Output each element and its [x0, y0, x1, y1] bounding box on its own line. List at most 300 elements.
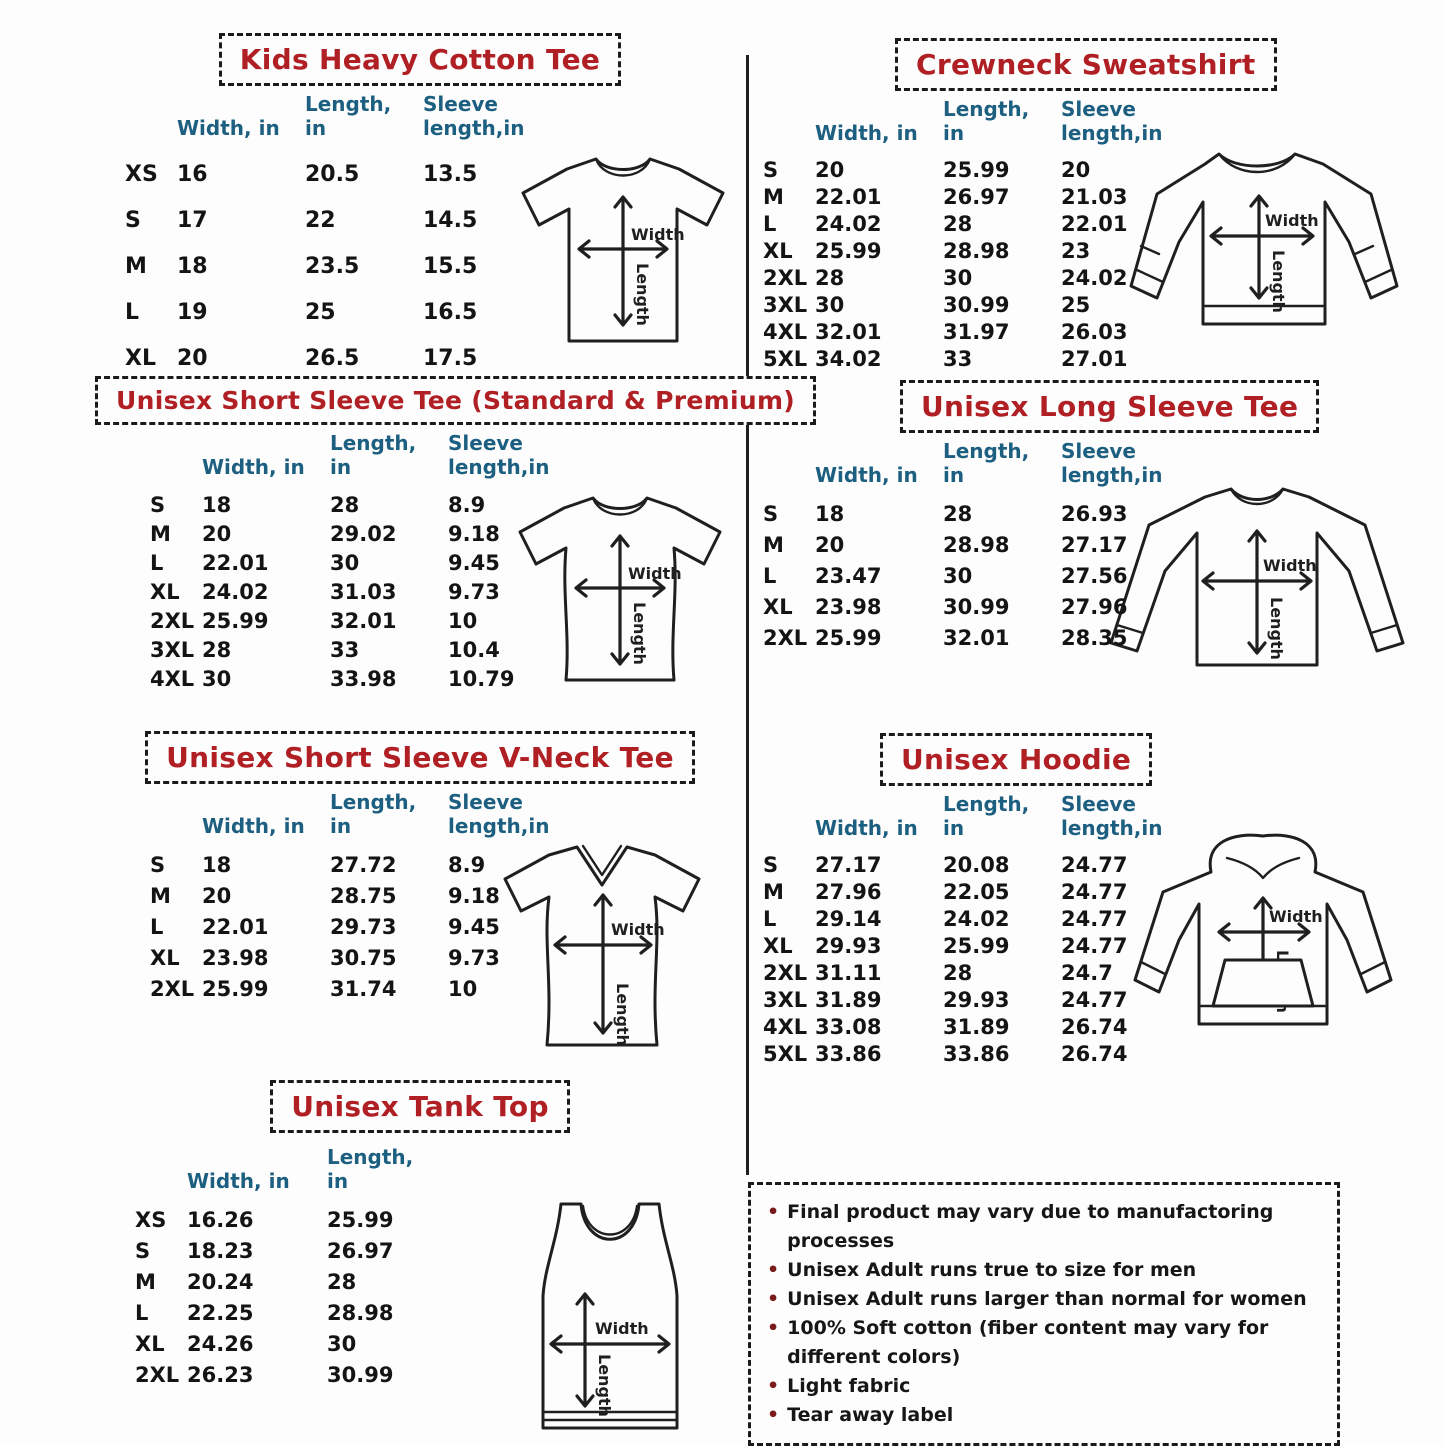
crewneck-title-box: [895, 38, 1277, 91]
kangaroo-pocket: [1213, 960, 1313, 1006]
size-value: 24.02: [943, 907, 1010, 931]
sleeve-header: Sleeve length,in: [423, 92, 525, 140]
size-value: 20.08: [943, 853, 1010, 877]
table-row: [763, 238, 1163, 265]
size-value: 28: [202, 638, 232, 662]
length-label: Length: [613, 983, 632, 1046]
table-row: [125, 152, 525, 198]
length-header: Length, in: [943, 792, 1030, 840]
size-value: 15.5: [423, 254, 478, 279]
kids-tee-title-box: [219, 33, 621, 86]
size-value: 33.86: [943, 1042, 1010, 1066]
size-label: L: [763, 564, 777, 588]
size-label: S: [763, 158, 779, 182]
size-value: 20: [815, 533, 845, 557]
size-value: 28: [943, 961, 973, 985]
long-sleeve-title-box: [900, 380, 1319, 433]
table-row: [763, 530, 1163, 561]
size-value: 20.24: [187, 1270, 254, 1294]
size-col-spacer: [125, 92, 177, 152]
size-value: 24.7: [1061, 961, 1113, 985]
table-row: [150, 881, 550, 912]
header-row: [763, 792, 1163, 852]
hoodie-title: Unisex Hoodie: [901, 743, 1132, 776]
size-value: 26.74: [1061, 1042, 1128, 1066]
size-label: XL: [150, 580, 180, 604]
size-value: 22.01: [202, 551, 269, 575]
size-value: 26.97: [943, 185, 1010, 209]
width-label: Width: [1265, 211, 1319, 230]
size-value: 14.5: [423, 208, 478, 233]
bullet-icon: •: [767, 1404, 780, 1426]
size-value: 28.35: [1061, 626, 1128, 650]
size-value: 32.01: [330, 609, 397, 633]
width-header: Width, in: [815, 463, 918, 487]
length-header: Length, in: [305, 92, 392, 140]
size-value: 22.01: [1061, 212, 1128, 236]
size-value: 24.02: [202, 580, 269, 604]
size-label: XS: [125, 162, 158, 187]
size-value: 23.98: [202, 946, 269, 970]
panel-unisex-tank-top: [95, 1080, 745, 1445]
size-value: 23.5: [305, 254, 360, 279]
size-value: 24.77: [1061, 988, 1128, 1012]
table-row: [763, 1041, 1163, 1068]
size-value: 27.56: [1061, 564, 1128, 588]
size-value: 30.75: [330, 946, 397, 970]
size-value: 10.4: [448, 638, 500, 662]
width-label: Width: [1269, 907, 1323, 926]
note-item: [765, 1256, 1321, 1285]
sleeve-header: Sleeve length,in: [1061, 97, 1163, 145]
size-value: 29.93: [943, 988, 1010, 1012]
size-value: 25.99: [202, 977, 269, 1001]
size-label: M: [150, 522, 171, 546]
short-sleeve-title-box: [95, 376, 816, 425]
length-label: Length: [595, 1354, 614, 1417]
size-label: 2XL: [763, 961, 808, 985]
size-value: 28.98: [943, 533, 1010, 557]
width-label: Width: [628, 564, 682, 583]
size-value: 13.5: [423, 162, 478, 187]
size-value: 25.99: [943, 934, 1010, 958]
size-value: 24.02: [1061, 266, 1128, 290]
tank-title-box: [270, 1080, 570, 1133]
size-value: 23.98: [815, 595, 882, 619]
size-value: 21.03: [1061, 185, 1128, 209]
length-label: Length: [630, 602, 649, 665]
size-value: 24.26: [187, 1332, 254, 1356]
length-header: Length, in: [327, 1145, 414, 1193]
header-row: [150, 790, 550, 850]
table-row: [150, 578, 550, 607]
note-text: Tear away label: [787, 1404, 954, 1426]
size-label: 5XL: [763, 1042, 808, 1066]
sleeve-header: Sleeve length,in: [1061, 439, 1163, 487]
size-value: 25.99: [202, 609, 269, 633]
size-value: 28.98: [943, 239, 1010, 263]
size-value: 22.01: [815, 185, 882, 209]
width-header: Width, in: [202, 814, 305, 838]
size-label: M: [125, 254, 147, 279]
header-row: [125, 92, 525, 152]
table-row: [763, 592, 1163, 623]
note-text: Final product may vary due to manufactoring processes: [787, 1201, 1274, 1252]
tank-size-table: [135, 1145, 445, 1391]
size-label: XL: [135, 1332, 165, 1356]
table-row: [150, 850, 550, 881]
table-row: [135, 1205, 445, 1236]
size-col-spacer: [150, 790, 202, 850]
width-header: Width, in: [187, 1169, 290, 1193]
size-label: XL: [125, 346, 156, 371]
size-value: 24.77: [1061, 907, 1128, 931]
size-label: M: [135, 1270, 156, 1294]
panel-unisex-hoodie: [755, 733, 1445, 1078]
size-value: 25.99: [815, 239, 882, 263]
size-col-spacer: [763, 792, 815, 852]
size-col-spacer: [150, 431, 202, 491]
size-label: 2XL: [135, 1363, 180, 1387]
width-header: Width, in: [202, 455, 305, 479]
size-label: XL: [763, 595, 793, 619]
table-row: [135, 1236, 445, 1267]
table-row: [763, 1014, 1163, 1041]
size-col-spacer: [135, 1145, 187, 1205]
length-label: Length: [1267, 597, 1286, 660]
size-value: 25: [1061, 293, 1091, 317]
size-value: 30.99: [943, 595, 1010, 619]
size-value: 33.08: [815, 1015, 882, 1039]
table-row: [763, 265, 1163, 292]
table-row: [125, 336, 525, 382]
size-value: 27.96: [815, 880, 882, 904]
size-value: 23.47: [815, 564, 882, 588]
size-label: XL: [763, 934, 793, 958]
bullet-icon: •: [767, 1317, 780, 1339]
size-value: 27.72: [330, 853, 397, 877]
table-row: [150, 636, 550, 665]
size-value: 32.01: [815, 320, 882, 344]
kids-tee-size-table: [125, 92, 525, 382]
size-label: XS: [135, 1208, 167, 1232]
table-row: [763, 933, 1163, 960]
size-value: 34.02: [815, 347, 882, 371]
table-row: [763, 623, 1163, 654]
size-label: XL: [150, 946, 180, 970]
size-value: 10: [448, 609, 478, 633]
table-row: [763, 906, 1163, 933]
header-row: [135, 1145, 445, 1205]
sleeve-header: Sleeve length,in: [1061, 792, 1163, 840]
short-sleeve-title: Unisex Short Sleeve Tee (Standard & Premium): [116, 386, 796, 415]
size-value: 20: [202, 884, 232, 908]
size-value: 26.74: [1061, 1015, 1128, 1039]
size-value: 28: [330, 493, 360, 517]
kids-tee-title: Kids Heavy Cotton Tee: [239, 43, 601, 76]
size-value: 31.89: [943, 1015, 1010, 1039]
size-value: 25.99: [815, 626, 882, 650]
size-label: L: [125, 300, 140, 325]
size-value: 9.18: [448, 884, 500, 908]
size-value: 27.96: [1061, 595, 1128, 619]
size-label: XL: [763, 239, 793, 263]
table-row: [150, 943, 550, 974]
table-row: [125, 198, 525, 244]
size-value: 28: [815, 266, 845, 290]
size-label: L: [150, 915, 164, 939]
size-col-spacer: [763, 97, 815, 157]
size-value: 29.93: [815, 934, 882, 958]
size-label: 2XL: [150, 609, 195, 633]
size-value: 29.02: [330, 522, 397, 546]
panel-kids-heavy-cotton-tee: [95, 33, 745, 378]
size-label: M: [763, 185, 784, 209]
width-label: Width: [595, 1319, 649, 1338]
size-value: 25.99: [327, 1208, 394, 1232]
panel-crewneck-sweatshirt: [755, 38, 1445, 378]
table-row: [763, 499, 1163, 530]
size-value: 18: [815, 502, 845, 526]
note-item: [765, 1285, 1321, 1314]
size-value: 29.73: [330, 915, 397, 939]
size-value: 9.18: [448, 522, 500, 546]
table-row: [763, 211, 1163, 238]
size-value: 33.86: [815, 1042, 882, 1066]
size-label: S: [135, 1239, 151, 1263]
size-value: 26.03: [1061, 320, 1128, 344]
size-label: S: [125, 208, 141, 233]
size-label: 4XL: [150, 667, 195, 691]
size-value: 23: [1061, 239, 1091, 263]
size-value: 22: [305, 208, 336, 233]
size-value: 24.77: [1061, 934, 1128, 958]
note-item: [765, 1372, 1321, 1401]
size-value: 30: [202, 667, 232, 691]
size-value: 31.89: [815, 988, 882, 1012]
size-value: 27.01: [1061, 347, 1128, 371]
size-value: 20: [815, 158, 845, 182]
size-label: S: [763, 502, 779, 526]
vneck-title-box: [145, 731, 695, 784]
size-value: 29.14: [815, 907, 882, 931]
hoodie-illustration: [1123, 828, 1403, 1058]
size-value: 25: [305, 300, 336, 325]
table-row: [125, 244, 525, 290]
table-row: [763, 879, 1163, 906]
table-row: [763, 561, 1163, 592]
bullet-icon: •: [767, 1288, 780, 1310]
size-value: 9.73: [448, 946, 500, 970]
size-value: 20: [1061, 158, 1091, 182]
size-value: 20.5: [305, 162, 360, 187]
size-value: 22.25: [187, 1301, 254, 1325]
size-value: 18: [202, 853, 232, 877]
size-value: 9.73: [448, 580, 500, 604]
header-row: [763, 97, 1163, 157]
size-value: 30: [943, 266, 973, 290]
size-value: 30: [943, 564, 973, 588]
size-label: S: [763, 853, 779, 877]
size-value: 30: [327, 1332, 357, 1356]
size-value: 18: [202, 493, 232, 517]
size-value: 20: [177, 346, 208, 371]
width-label: Width: [631, 225, 685, 244]
size-label: 2XL: [150, 977, 195, 1001]
crewneck-size-table: [763, 97, 1163, 373]
header-row: [763, 439, 1163, 499]
table-row: [763, 319, 1163, 346]
size-value: 17: [177, 208, 208, 233]
table-row: [763, 346, 1163, 373]
note-text: Unisex Adult runs larger than normal for women: [787, 1288, 1307, 1310]
size-value: 19: [177, 300, 208, 325]
bullet-icon: •: [767, 1375, 780, 1397]
size-col-spacer: [763, 439, 815, 499]
size-value: 31.97: [943, 320, 1010, 344]
size-value: 26.5: [305, 346, 360, 371]
table-row: [150, 607, 550, 636]
size-value: 30: [815, 293, 845, 317]
size-value: 28.98: [327, 1301, 394, 1325]
table-row: [763, 157, 1163, 184]
size-label: 2XL: [763, 626, 808, 650]
notes-list: [765, 1198, 1321, 1430]
size-value: 20: [202, 522, 232, 546]
width-label: Width: [611, 920, 665, 939]
size-value: 33.98: [330, 667, 397, 691]
size-label: L: [763, 212, 777, 236]
size-value: 25.99: [943, 158, 1010, 182]
size-value: 24.77: [1061, 880, 1128, 904]
kids-tee-illustration: [503, 145, 743, 355]
size-value: 10.79: [448, 667, 515, 691]
long-sleeve-size-table: [763, 439, 1163, 654]
table-row: [135, 1360, 445, 1391]
panel-unisex-long-sleeve-tee: [755, 380, 1445, 716]
bullet-icon: •: [767, 1201, 780, 1223]
size-value: 31.03: [330, 580, 397, 604]
size-label: 2XL: [763, 266, 808, 290]
width-header: Width, in: [815, 121, 918, 145]
vneck-size-table: [150, 790, 550, 1005]
length-header: Length, in: [330, 431, 417, 479]
note-text: Light fabric: [787, 1375, 911, 1397]
table-row: [763, 987, 1163, 1014]
table-row: [763, 292, 1163, 319]
size-label: 3XL: [150, 638, 195, 662]
size-value: 31.11: [815, 961, 882, 985]
note-item: [765, 1314, 1321, 1372]
table-row: [135, 1267, 445, 1298]
table-row: [763, 852, 1163, 879]
size-value: 9.45: [448, 915, 500, 939]
tank-top-illustration: [525, 1196, 695, 1446]
long-sleeve-title: Unisex Long Sleeve Tee: [921, 390, 1299, 423]
size-value: 24.02: [815, 212, 882, 236]
size-label: 4XL: [763, 1015, 808, 1039]
size-value: 8.9: [448, 493, 486, 517]
size-value: 26.97: [327, 1239, 394, 1263]
size-value: 16: [177, 162, 208, 187]
table-row: [150, 491, 550, 520]
table-row: [150, 520, 550, 549]
size-label: 5XL: [763, 347, 808, 371]
notes-box: [748, 1182, 1340, 1446]
note-text: 100% Soft cotton (fiber content may vary for different colors): [787, 1317, 1269, 1368]
size-value: 16.26: [187, 1208, 254, 1232]
length-label: Length: [633, 263, 652, 326]
size-label: 4XL: [763, 320, 808, 344]
table-row: [763, 184, 1163, 211]
size-label: M: [150, 884, 171, 908]
size-value: 18: [177, 254, 208, 279]
table-row: [135, 1298, 445, 1329]
size-value: 30: [330, 551, 360, 575]
table-row: [135, 1329, 445, 1360]
size-value: 22.01: [202, 915, 269, 939]
size-label: 3XL: [763, 988, 808, 1012]
size-value: 33: [943, 347, 973, 371]
bullet-icon: •: [767, 1259, 780, 1281]
length-header: Length, in: [943, 97, 1030, 145]
size-value: 30.99: [943, 293, 1010, 317]
note-text: Unisex Adult runs true to size for men: [787, 1259, 1197, 1281]
panel-unisex-short-sleeve-tee: [95, 376, 796, 716]
table-row: [150, 665, 550, 694]
table-row: [125, 290, 525, 336]
size-label: L: [763, 907, 777, 931]
size-label: M: [763, 880, 784, 904]
size-value: 28: [327, 1270, 357, 1294]
size-value: 33: [330, 638, 360, 662]
size-value: 26.93: [1061, 502, 1128, 526]
short-sleeve-size-table: [150, 431, 550, 694]
size-label: L: [150, 551, 164, 575]
size-value: 30.99: [327, 1363, 394, 1387]
vneck-title: Unisex Short Sleeve V-Neck Tee: [166, 741, 674, 774]
sleeve-header: Sleeve length,in: [448, 790, 550, 838]
length-header: Length, in: [330, 790, 417, 838]
size-label: L: [135, 1301, 149, 1325]
panel-unisex-vneck-tee: [95, 731, 745, 1076]
size-value: 22.05: [943, 880, 1010, 904]
crewneck-title: Crewneck Sweatshirt: [916, 48, 1256, 81]
length-header: Length, in: [943, 439, 1030, 487]
width-header: Width, in: [815, 816, 918, 840]
size-value: 31.74: [330, 977, 397, 1001]
table-row: [150, 974, 550, 1005]
size-value: 18.23: [187, 1239, 254, 1263]
size-value: 9.45: [448, 551, 500, 575]
length-label: Length: [1269, 250, 1288, 313]
sleeve-header: Sleeve length,in: [448, 431, 550, 479]
hoodie-size-table: [763, 792, 1163, 1068]
tank-title: Unisex Tank Top: [291, 1090, 549, 1123]
size-value: 24.77: [1061, 853, 1128, 877]
width-label: Width: [1263, 556, 1317, 575]
note-item: [765, 1198, 1321, 1256]
size-value: 28: [943, 212, 973, 236]
size-label: S: [150, 493, 166, 517]
size-value: 26.23: [187, 1363, 254, 1387]
size-value: 32.01: [943, 626, 1010, 650]
size-value: 8.9: [448, 853, 486, 877]
hoodie-title-box: [880, 733, 1152, 786]
size-label: 3XL: [763, 293, 808, 317]
size-value: 27.17: [815, 853, 882, 877]
size-value: 28.75: [330, 884, 397, 908]
